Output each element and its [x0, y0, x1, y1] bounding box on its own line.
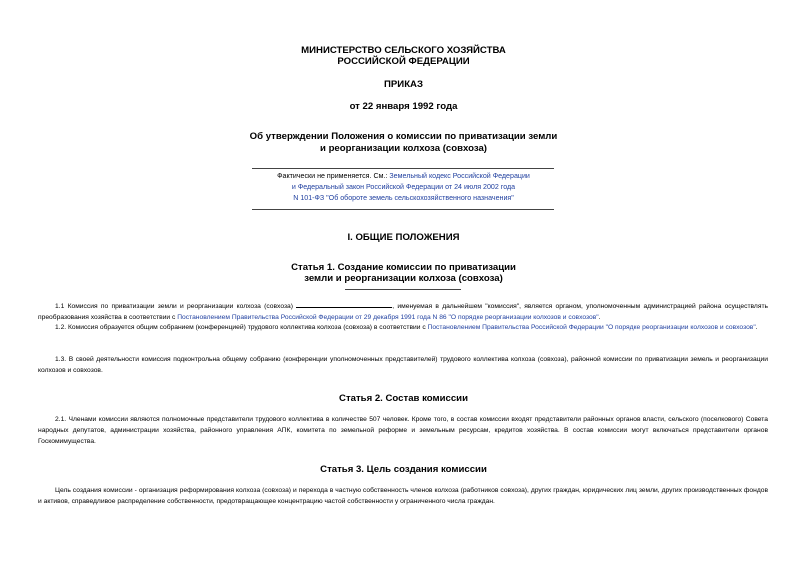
paragraph-1-1-end: . — [598, 314, 601, 321]
paragraph-1-2 — [38, 322, 768, 333]
paragraph-2-1 — [38, 414, 768, 447]
paragraph-1-2-start: 1.2. Комиссия образуется общим собранием (конференцией) трудового коллектива колхоза (совхоза) в соответствии с — [55, 324, 428, 331]
status-note-text: Фактически не применяется. См.: — [277, 172, 390, 180]
ministry-name-line2: РОССИЙСКОЙ ФЕДЕРАЦИИ — [337, 56, 470, 67]
document-title-line2: и реорганизации колхоза (совхоза) — [320, 143, 487, 154]
paragraph-3-1-text: Цель создания комиссии - организация реформирования колхоза (совхоза) и перехода в частную собственность членов колхоза (работников совхоза), других граждан, юридических лиц земли, других производственных фондов и активов, справедливое распределение собственности, предотвращающее концентрацию частой собственности у ограниченного числа граждан. — [38, 487, 768, 505]
article1-title-line1: Статья 1. Создание комиссии по приватизации — [291, 262, 516, 273]
land-code-link[interactable]: Земельный кодекс Российской Федерации — [389, 172, 530, 180]
article2-title: Статья 2. Состав комиссии — [339, 393, 468, 404]
paragraph-1-1-start: 1.1 Комиссия по приватизации земли и реорганизации колхоза (совхоза) — [55, 303, 297, 310]
article3-title: Статья 3. Цель создания комиссии — [320, 464, 487, 475]
government-decree-link[interactable]: Постановлением Правительства Российской Федерации "О порядке реорганизации колхозов и совхозов" — [427, 324, 756, 331]
government-decree-86-link[interactable]: Постановлением Правительства Российской Федерации от 29 декабря 1991 года N 86 "О порядке реорганизации колхозов и совхозов" — [177, 314, 599, 321]
federal-law-link-line2[interactable]: N 101-ФЗ "Об обороте земель сельскохозяйственного назначения" — [293, 194, 514, 202]
article1-underline — [345, 289, 461, 290]
article1-title-line2: земли и реорганизации колхоза (совхоза) — [304, 273, 503, 284]
divider-bottom — [252, 209, 554, 210]
status-note-line1 — [0, 171, 807, 182]
paragraph-1-1 — [38, 300, 768, 323]
paragraph-3-1 — [38, 485, 768, 507]
divider-top — [252, 168, 554, 169]
paragraph-1-2-end: . — [755, 324, 758, 331]
section-title: I. ОБЩИЕ ПОЛОЖЕНИЯ — [347, 232, 460, 243]
paragraph-1-3 — [38, 354, 768, 376]
paragraph-1-1-mid: , именуемая в дальнейшем "комиссия", является органом, уполномоченным администрацией района осуществлять преобразования хозяйства в соответствии с — [38, 303, 768, 321]
federal-law-link-line1[interactable]: и Федеральный закон Российской Федерации от 24 июля 2002 года — [291, 183, 516, 191]
commission-name-blank — [296, 300, 392, 308]
paragraph-2-1-text: 2.1. Членами комиссии являются полномочные представители трудового коллектива в количестве 507 человек. Кроме того, в состав комиссии входят представители районных органов власти, сельского (поселкового) Совета народных депутатов, администрации хозяйства, районного управления АПК, комитета по земельной реформе и земельным ресурсам, кредитов хозяйства. В состав комиссии могут включаться представители органов Госкомимущества. — [38, 416, 768, 445]
ministry-name-line1: МИНИСТЕРСТВО СЕЛЬСКОГО ХОЗЯЙСТВА — [301, 45, 506, 56]
paragraph-1-3-text: 1.3. В своей деятельности комиссия подконтрольна общему собранию (конференции уполномоченных представителей) трудового коллектива колхоза (совхоза), районной комиссии по приватизации земель и реорганизации колхозов и совхозов. — [38, 356, 768, 374]
document-date: от 22 января 1992 года — [349, 101, 458, 112]
document-type: ПРИКАЗ — [384, 79, 423, 90]
document-title-line1: Об утверждении Положения о комиссии по приватизации земли — [249, 131, 558, 142]
